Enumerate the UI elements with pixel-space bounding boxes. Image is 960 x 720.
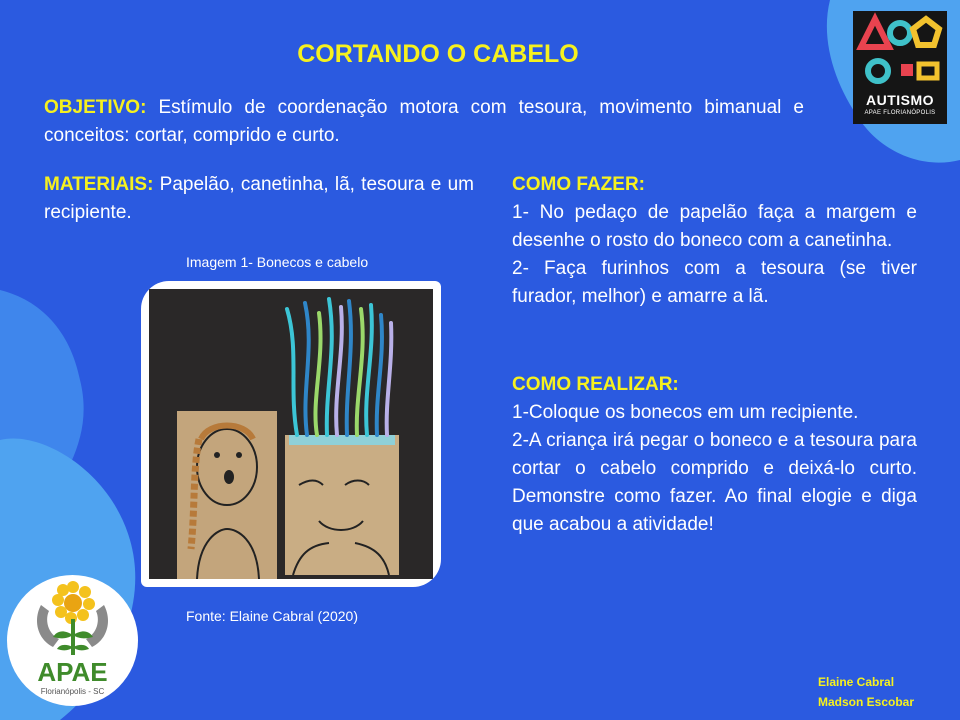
how-to-step-2: 2- Faça furinhos com a tesoura (se tiver furador, melhor) e amarre a lã.	[512, 258, 917, 307]
autismo-label: AUTISMO	[865, 92, 935, 108]
image-caption: Imagem 1- Bonecos e cabelo	[186, 254, 369, 270]
how-to-do-step-2: 2-A criança irá pegar o boneco e a tesoura para cortar o cabelo comprido e deixá-lo curto. Demonstre como fazer. Ao final elogie e diga que acabou a atividade!	[512, 430, 917, 535]
materials-paragraph	[44, 171, 474, 227]
puppets-photo-illustration	[149, 289, 433, 579]
objective-paragraph	[44, 94, 804, 150]
apae-label: APAE	[37, 657, 108, 687]
autismo-logo	[853, 11, 947, 124]
author-2: Madson Escobar	[818, 695, 915, 709]
authors-block	[818, 672, 914, 712]
how-to-do-section	[512, 371, 917, 539]
how-to-do-label: COMO REALIZAR:	[512, 374, 679, 395]
how-to-label: COMO FAZER:	[512, 174, 645, 195]
autismo-sublabel: APAE FLORIANÓPOLIS	[864, 110, 936, 116]
author-1: Elaine Cabral	[818, 675, 895, 689]
autismo-shapes-icon	[853, 11, 947, 91]
apae-flower-icon	[7, 575, 138, 665]
apae-sublabel: Florianópolis - SC	[40, 687, 105, 696]
how-to-step-1: 1- No pedaço de papelão faça a margem e desenhe o rosto do boneco com a canetinha.	[512, 202, 917, 251]
image-source: Fonte: Elaine Cabral (2020)	[186, 608, 358, 624]
materials-label: MATERIAIS:	[44, 174, 154, 195]
how-to-do-step-1: 1-Coloque os bonecos em um recipiente.	[512, 402, 859, 423]
how-to-section	[512, 171, 917, 311]
objective-label: OBJETIVO:	[44, 97, 147, 118]
page-title: CORTANDO O CABELO	[297, 40, 579, 68]
activity-photo	[141, 281, 441, 587]
materials-text: Papelão, canetinha, lã, tesoura e um recipiente.	[44, 174, 474, 223]
apae-logo	[7, 575, 138, 706]
objective-text: Estímulo de coordenação motora com tesoura, movimento bimanual e conceitos: cortar, comprido e curto.	[44, 97, 804, 146]
